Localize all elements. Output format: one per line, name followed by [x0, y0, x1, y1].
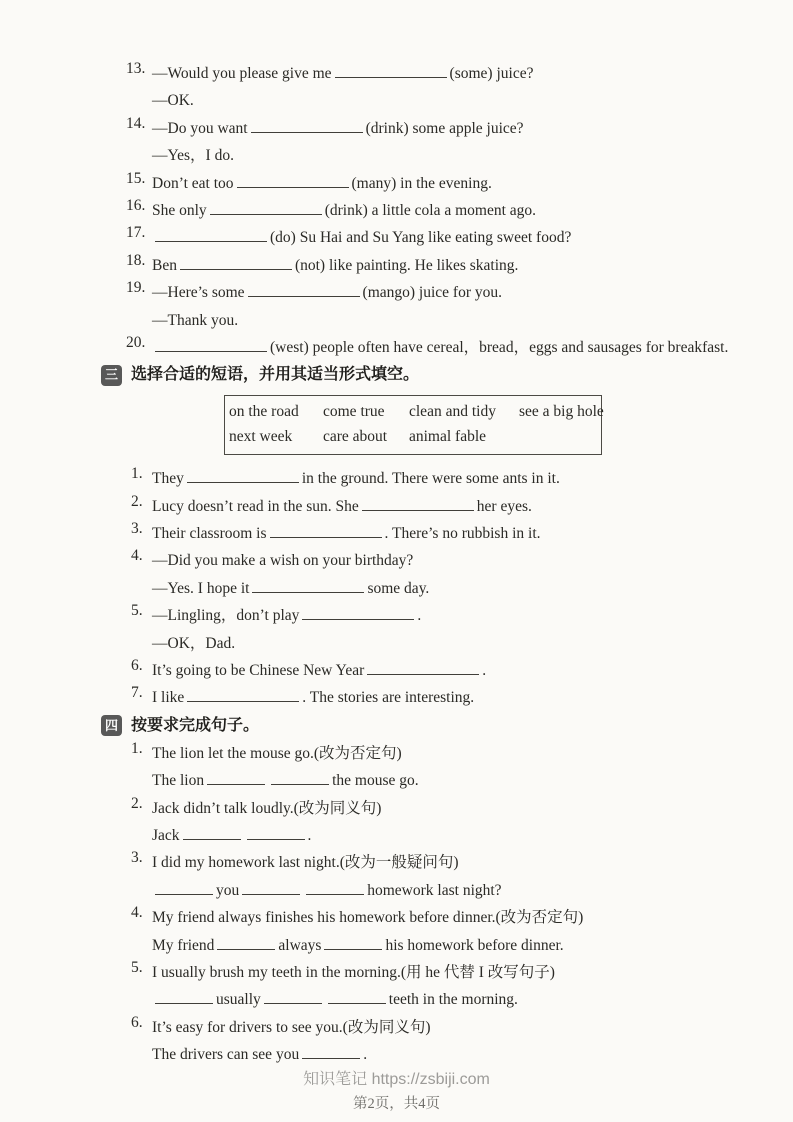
section4-marker-icon: 四	[101, 715, 122, 736]
text-segment: (west) people often have cereal，bread，eggs and sausages for breakfast.	[270, 338, 729, 356]
text-segment: (some) juice?	[449, 65, 534, 82]
section3-header	[101, 361, 793, 389]
text-segment: It’s going to be Chinese New Year	[152, 662, 365, 680]
footer-watermark: 知识笔记 https://zsbiji.com	[303, 1071, 490, 1088]
phrase-option: come true	[323, 403, 385, 421]
text-segment: usually	[216, 991, 261, 1009]
exercise-line	[152, 115, 793, 142]
exercise-line	[152, 307, 793, 334]
phrase-option: next week	[229, 428, 293, 446]
exercise-line	[152, 877, 793, 904]
text-segment: .	[417, 607, 422, 625]
exercise-item	[131, 602, 793, 657]
item-number: 5.	[131, 958, 143, 976]
text-segment: .	[482, 662, 487, 680]
exercise-line	[152, 657, 793, 684]
item-number: 7.	[131, 684, 143, 702]
item-number: 6.	[131, 1013, 143, 1031]
exercise-line	[152, 740, 793, 767]
exercise-item	[131, 684, 793, 711]
text-segment: Their classroom is	[152, 525, 267, 543]
text-segment: My friend	[152, 936, 215, 954]
text-segment: . There’s no rubbish in it.	[384, 525, 541, 543]
exercise-line	[152, 767, 793, 794]
text-segment: you	[216, 881, 240, 899]
phrase-option: on the road	[229, 403, 299, 421]
answer-blank[interactable]	[335, 65, 447, 78]
exercise-line	[152, 224, 793, 251]
exercise-line	[152, 795, 793, 822]
exercise-line	[152, 87, 793, 114]
item-number: 14.	[126, 114, 146, 132]
exercise-line	[152, 142, 793, 169]
text-segment: some day.	[367, 579, 430, 597]
text-segment: —Yes. I hope it	[152, 579, 250, 597]
exercise-item	[131, 959, 793, 1014]
text-segment: The lion	[152, 772, 205, 790]
answer-blank[interactable]	[247, 827, 305, 840]
text-segment: (drink) a little cola a moment ago.	[324, 201, 537, 219]
exercise-line	[152, 170, 793, 197]
text-segment: (drink) some apple juice?	[365, 119, 524, 137]
text-segment: They	[152, 470, 184, 488]
phrase-option: care about	[323, 428, 388, 446]
answer-blank[interactable]	[180, 257, 292, 270]
item-number: 2.	[131, 492, 143, 510]
exercise-line	[152, 1014, 793, 1041]
answer-blank[interactable]	[237, 175, 349, 188]
exercise-line	[152, 986, 793, 1013]
exercise-line	[152, 465, 793, 492]
text-segment: . The stories are interesting.	[302, 689, 475, 707]
exercise-item	[131, 465, 793, 492]
exercise-item	[126, 224, 793, 251]
text-segment: (not) like painting. He likes skating.	[294, 256, 519, 274]
exercise-line	[152, 904, 793, 931]
text-segment: My friend always finishes his homework before dinner.(改为否定句)	[152, 909, 584, 927]
item-number: 17.	[126, 224, 146, 242]
text-segment: The lion let the mouse go.(改为否定句)	[152, 744, 402, 762]
answer-blank[interactable]	[187, 689, 299, 702]
phrase-row	[229, 424, 601, 449]
text-segment: —OK，Dad.	[152, 634, 236, 652]
exercise-line	[152, 575, 793, 602]
section4-title: 按要求完成句子。	[131, 716, 260, 734]
exercise-line	[152, 932, 793, 959]
text-segment: —Did you make a wish on your birthday?	[152, 552, 414, 570]
exercise-item	[131, 1014, 793, 1069]
exercise-line	[152, 547, 793, 574]
exercise-item	[126, 334, 793, 361]
item-number: 19.	[126, 279, 146, 297]
exercise-item	[131, 520, 793, 547]
text-segment: The drivers can see you	[152, 1046, 300, 1064]
text-segment: teeth in the morning.	[388, 991, 518, 1009]
item-number: 20.	[126, 333, 146, 351]
section3-title: 选择合适的短语，并用其适当形式填空。	[131, 366, 420, 384]
item-number: 18.	[126, 251, 146, 269]
exercise-line	[152, 197, 793, 224]
item-number: 3.	[131, 849, 143, 867]
item-number: 5.	[131, 602, 143, 620]
exercise-line	[152, 1041, 793, 1068]
answer-blank[interactable]	[187, 470, 299, 483]
exercise-item	[131, 904, 793, 959]
exercise-line	[152, 630, 793, 657]
text-segment: her eyes.	[476, 497, 532, 515]
answer-blank[interactable]	[217, 937, 275, 950]
exercise-line	[152, 334, 793, 361]
text-segment: —Yes，I do.	[152, 147, 234, 165]
text-segment: —Lingling，don’t play	[152, 607, 300, 625]
section-fill-blanks	[0, 60, 793, 361]
text-segment: Don’t eat too	[152, 174, 234, 192]
exercise-line	[152, 493, 793, 520]
exercise-item	[126, 197, 793, 224]
item-number: 16.	[126, 196, 146, 214]
section4-header	[101, 712, 793, 740]
answer-blank[interactable]	[210, 202, 322, 215]
answer-blank[interactable]	[302, 607, 414, 620]
answer-blank[interactable]	[251, 120, 363, 133]
exercise-line	[152, 959, 793, 986]
item-number: 13.	[126, 60, 146, 77]
exercise-item	[126, 252, 793, 279]
phrase-option: animal fable	[409, 428, 487, 446]
item-number: 2.	[131, 794, 143, 812]
text-segment: (do) Su Hai and Su Yang like eating sweet food?	[270, 229, 572, 247]
answer-blank[interactable]	[306, 882, 364, 895]
exercise-item	[126, 170, 793, 197]
answer-blank[interactable]	[271, 772, 329, 785]
answer-blank[interactable]	[155, 229, 267, 242]
exercise-item	[131, 547, 793, 602]
text-segment: his homework before dinner.	[385, 936, 564, 954]
answer-blank[interactable]	[328, 991, 386, 1004]
text-segment: I did my homework last night.(改为一般疑问句)	[152, 854, 459, 872]
answer-blank[interactable]	[252, 580, 364, 593]
phrase-option: see a big hole	[519, 403, 604, 421]
exercise-line	[152, 822, 793, 849]
text-segment: (many) in the evening.	[351, 174, 492, 192]
item-number: 6.	[131, 657, 143, 675]
exercise-line	[152, 849, 793, 876]
section4-items	[0, 740, 793, 1069]
exercise-item	[126, 60, 793, 115]
answer-blank[interactable]	[264, 991, 322, 1004]
item-number: 3.	[131, 520, 143, 538]
exercise-item	[131, 795, 793, 850]
text-segment: .	[363, 1046, 368, 1064]
answer-blank[interactable]	[302, 1046, 360, 1059]
exercise-item	[131, 849, 793, 904]
answer-blank[interactable]	[155, 339, 267, 352]
text-segment: —Do you want	[152, 119, 248, 137]
answer-blank[interactable]	[183, 827, 241, 840]
answer-blank[interactable]	[155, 882, 213, 895]
exercise-item	[131, 740, 793, 795]
section3-items	[0, 465, 793, 712]
text-segment: —OK.	[152, 92, 194, 110]
text-segment: —Here’s some	[152, 284, 245, 302]
phrase-word-bank	[224, 395, 602, 455]
text-segment: in the ground. There were some ants in it.	[301, 470, 560, 488]
exercise-item	[126, 115, 793, 170]
answer-blank[interactable]	[367, 662, 479, 675]
text-segment: .	[307, 826, 312, 844]
exercise-line	[152, 520, 793, 547]
exercise-line	[152, 252, 793, 279]
text-segment: She only	[152, 201, 207, 219]
text-segment: —Thank you.	[152, 311, 239, 329]
answer-blank[interactable]	[242, 882, 300, 895]
phrase-row	[229, 399, 604, 424]
text-segment: —Would you please give me	[152, 65, 332, 82]
item-number: 15.	[126, 169, 146, 187]
answer-blank[interactable]	[248, 284, 360, 297]
text-segment: Jack didn’t talk loudly.(改为同义句)	[152, 799, 382, 817]
text-segment: Lucy doesn’t read in the sun. She	[152, 497, 359, 515]
text-segment: always	[278, 936, 322, 954]
text-segment: (mango) juice for you.	[362, 284, 503, 302]
answer-blank[interactable]	[207, 772, 265, 785]
text-segment: I usually brush my teeth in the morning.(用 he 代替 I 改写句子)	[152, 963, 555, 981]
item-number: 4.	[131, 547, 143, 565]
text-segment: the mouse go.	[332, 772, 419, 790]
text-segment: Jack	[152, 826, 180, 844]
exercise-line	[152, 684, 793, 711]
page-number: 第2页，共4页	[353, 1096, 440, 1112]
answer-blank[interactable]	[362, 498, 474, 511]
text-segment: It’s easy for drivers to see you.(改为同义句)	[152, 1018, 431, 1036]
text-segment: I like	[152, 689, 185, 707]
answer-blank[interactable]	[324, 937, 382, 950]
exercise-item	[126, 279, 793, 334]
item-number: 4.	[131, 904, 143, 922]
phrase-option: clean and tidy	[409, 403, 496, 421]
exercise-line	[152, 279, 793, 306]
answer-blank[interactable]	[270, 525, 382, 538]
exercise-line	[152, 60, 793, 87]
section3-marker-icon: 三	[101, 365, 122, 386]
item-number: 1.	[131, 739, 143, 757]
exercise-line	[152, 602, 793, 629]
answer-blank[interactable]	[155, 991, 213, 1004]
text-segment: Ben	[152, 256, 177, 274]
item-number: 1.	[131, 465, 143, 483]
exercise-item	[131, 657, 793, 684]
text-segment: homework last night?	[367, 881, 502, 899]
exercise-item	[131, 493, 793, 520]
